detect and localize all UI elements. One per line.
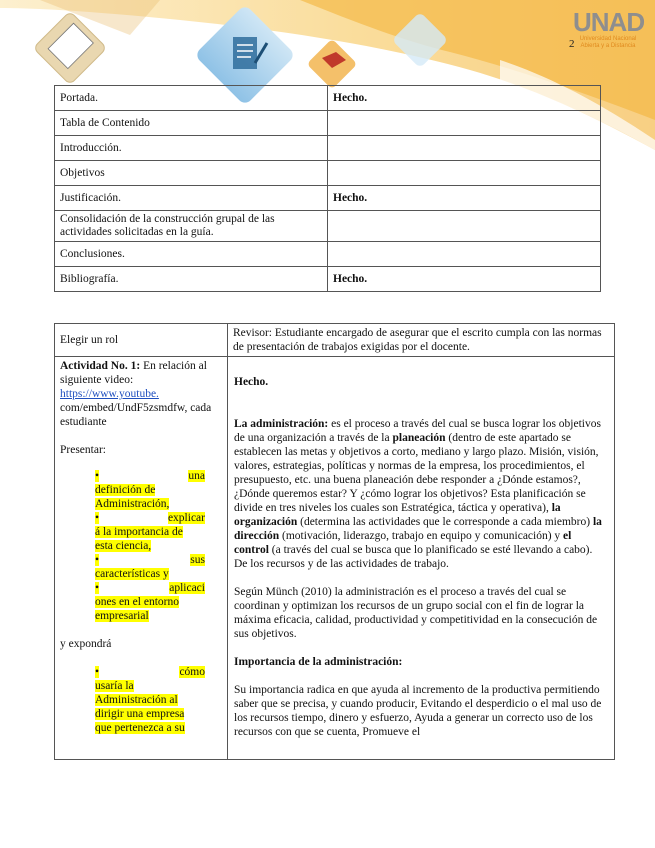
checklist-status — [328, 267, 601, 292]
importance-paragraph: Su importancia radica en que ayuda al incremento de la productiva permitiendo saber que se precisa, y cuando producir, Evitando el desperdicio o el mal uso de los recursos tiempo, dinero y esfuerzo, Ayuda a generar un correcto uso de los recursos con que se cuenta, Promueve el — [234, 684, 602, 738]
reviewer-role-cell: Revisor: Estudiante encargado de asegurar que el escrito cumpla con las normas de presentación de trabajos exigidas por el docente. — [228, 324, 615, 357]
table-row — [55, 111, 601, 136]
activity-title: Actividad No. 1: — [60, 360, 141, 372]
checklist-status — [328, 242, 601, 267]
checklist-status — [328, 211, 601, 242]
status-text: Hecho. — [333, 192, 368, 204]
bullet-list-2 — [95, 665, 205, 735]
page-number: 2 — [569, 38, 575, 50]
table-row — [55, 357, 615, 760]
activity-cell — [55, 357, 228, 760]
importance-heading: Importancia de la administración: — [234, 656, 403, 668]
activity-link-rest: com/embed/UndF5zsmdfw, cada estudiante — [60, 402, 212, 428]
table-row — [55, 136, 601, 161]
checklist-item: Objetivos — [55, 161, 328, 186]
munch-paragraph: Según Münch (2010) la administración es el proceso a través del cual se coordinan y optimizan los recursos de un grupo social con el fin de lograr la máxima eficacia, calidad, productividad y competitividad en la consecución de sus objetivos. — [234, 586, 598, 640]
list-item: • cómo usaría la Administración al dirigir una empresa que pertenezca a su — [95, 666, 205, 734]
bullet-list — [95, 469, 205, 623]
unad-logo — [573, 8, 643, 50]
checklist-item: Portada. — [55, 86, 328, 111]
list-item: • una definición de Administración, — [95, 470, 205, 510]
table-row — [55, 211, 601, 242]
logo-mark: UNAD — [573, 7, 645, 37]
table-row — [55, 86, 601, 111]
activity-intro — [60, 359, 222, 387]
list-item: • sus características y — [95, 554, 205, 580]
content-cell — [228, 357, 615, 760]
checklist-status — [328, 186, 601, 211]
table-row — [55, 267, 601, 292]
done-label: Hecho. — [234, 376, 269, 388]
table-row — [55, 242, 601, 267]
status-text: Hecho. — [333, 273, 368, 285]
checklist-status — [328, 86, 601, 111]
admin-definition: La administración: es el proceso a través del cual se busca lograr los objetivos de una organización a través de la planeación (dentro de este apartado se establecen las metas y objetivos a corto, mediano y largo plazo. Misión, visión, valores, estrategias, políticas y normas de la empresa, los procedimientos, el presupuesto, etc. una buena planeación debe responder a ¿Dónde estamos?, ¿Dónde queremos estar? Y ¿cómo lograr los objetivos? Esta planificación se divide en tres niveles los cuales son Estratégica, táctica y operativa), la organización (determina las actividades que le corresponde a cada miembro) la dirección (motivación, liderazgo, trabajo en equipo y comunicación) y el control (a través del cual se busca que lo planificado se esté llevando a cabo). De los recursos y de las actividades de trabajo. — [234, 418, 602, 570]
status-text: Hecho. — [333, 92, 368, 104]
checklist-item: Justificación. — [55, 186, 328, 211]
expose-label: y expondrá — [60, 638, 112, 650]
activity-intro-text: En relación al siguiente video: — [60, 360, 207, 386]
checklist-item: Bibliografía. — [55, 267, 328, 292]
checklist-item: Consolidación de la construcción grupal de las actividades solicitadas en la guía. — [55, 211, 328, 242]
video-link[interactable]: https://www.youtube. — [60, 388, 159, 400]
checklist-status — [328, 111, 601, 136]
table-row — [55, 324, 615, 357]
list-item: • aplicaci ones en el entorno empresarial — [95, 582, 205, 622]
table-row — [55, 161, 601, 186]
checklist-item: Conclusiones. — [55, 242, 328, 267]
checklist-status — [328, 161, 601, 186]
activity-table — [54, 323, 615, 760]
table-row — [55, 186, 601, 211]
checklist-status — [328, 136, 601, 161]
admin-term: La administración: — [234, 418, 329, 430]
checklist-item: Introducción. — [55, 136, 328, 161]
list-item: • explicar á la importancia de esta ciencia, — [95, 512, 205, 552]
logo-subtitle: Universidad Nacional Abierta y a Distancia — [579, 36, 637, 49]
checklist-item: Tabla de Contenido — [55, 111, 328, 136]
choose-role-cell: Elegir un rol — [55, 324, 228, 357]
present-label: Presentar: — [60, 444, 106, 456]
checklist-table — [54, 85, 601, 292]
